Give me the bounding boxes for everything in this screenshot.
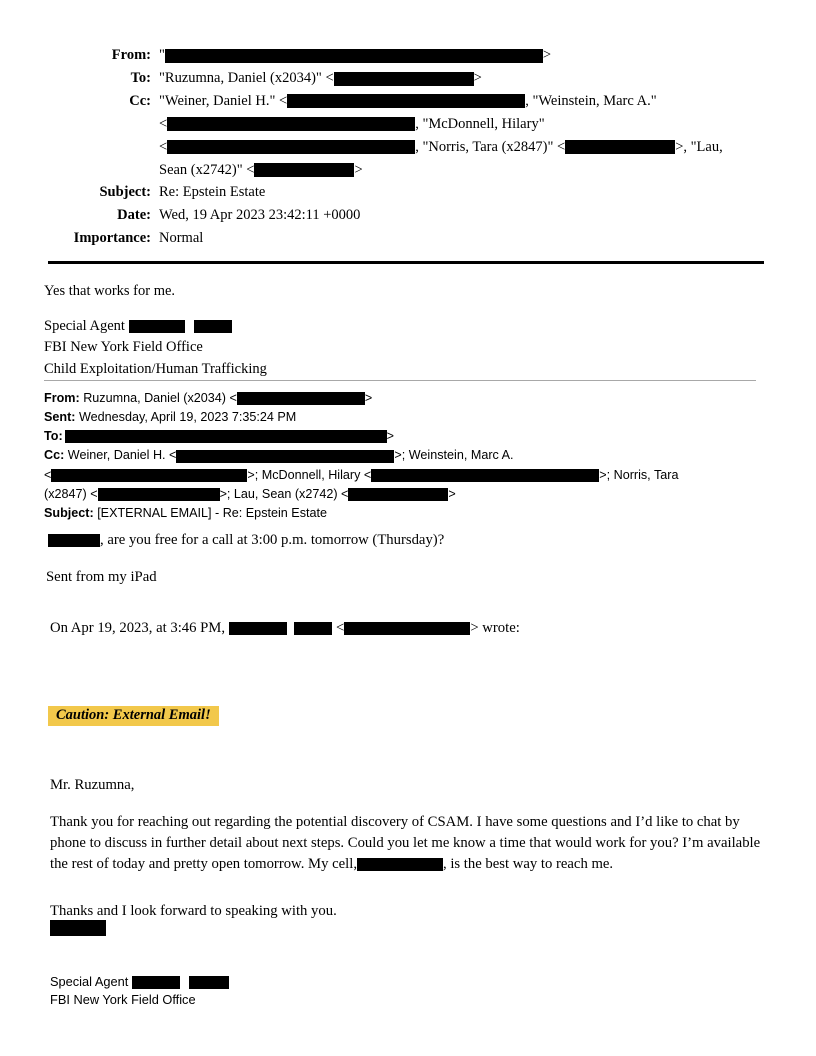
forwarded-cc-p4: >; McDonnell, Hilary <	[247, 467, 372, 482]
message2-on-date-line	[50, 620, 520, 637]
header-label-importance: Importance:	[73, 230, 151, 247]
forwarded-cc-row	[44, 446, 758, 503]
signature2-line-2: FBI New York Field Office	[50, 992, 196, 1008]
redaction-box	[194, 320, 232, 333]
forwarded-subject-row	[44, 504, 758, 523]
header-row-importance	[48, 227, 772, 250]
cc-tail-1: , "Weinstein, Marc A."	[525, 92, 657, 109]
redaction-box	[189, 976, 229, 989]
message2-question-text: , are you free for a call at 3:00 p.m. tomorrow (Thursday)?	[100, 532, 445, 548]
email-header	[48, 44, 772, 250]
from-bracket-close: >	[542, 47, 552, 63]
redaction-box	[334, 72, 474, 86]
redaction-box	[229, 622, 287, 635]
on-date-tail: > wrote:	[470, 620, 520, 636]
header-label-from: From:	[111, 47, 151, 63]
redaction-box	[565, 140, 675, 154]
forwarded-cc-p6: (x2847) <	[44, 486, 98, 501]
signature2-line-1	[50, 973, 229, 991]
message3-para1-b: , is the best way to	[443, 855, 553, 872]
redaction-box	[165, 49, 543, 63]
forwarded-label-subject: Subject:	[44, 505, 94, 520]
message3-para1-a: Thank you for reaching out regarding the potential discovery of CSAM. I have some questions and I’d like to chat by phone to discuss in further detail about next steps. Could you let me know a time that would work for you? I’m available the rest of today and pretty open tomorrow. My cell,	[50, 814, 761, 872]
redaction-box	[371, 469, 599, 482]
forwarded-cc-p7: >; Lau, Sean (x2742) <	[219, 486, 349, 501]
message3-para1-c: reach me.	[556, 855, 614, 872]
header-label-to: To:	[130, 69, 151, 86]
cc-lead-4: Sean (x2742)" <	[159, 161, 255, 178]
header-value-to	[159, 67, 772, 90]
header-label-subject: Subject:	[99, 184, 151, 201]
redaction-box	[48, 534, 100, 547]
cc-bracket-3: <	[159, 138, 168, 155]
message2-sent-from: Sent from my iPad	[46, 569, 157, 585]
cc-tail-3: >, "Lau,	[675, 138, 723, 155]
header-row-subject	[48, 181, 772, 204]
redaction-box	[129, 320, 185, 333]
header-row-date	[48, 204, 772, 227]
signature-line-1	[44, 316, 267, 337]
header-label-date: Date:	[117, 207, 151, 224]
message2-question	[48, 532, 444, 549]
forwarded-cc-p8: >	[448, 486, 456, 501]
caution-text: Caution: External Email!	[56, 707, 211, 723]
header-row-cc	[48, 90, 772, 182]
signature-line-3: Child Exploitation/Human Trafficking	[44, 360, 267, 377]
cc-name-1: "Weiner, Daniel H." <	[159, 92, 288, 109]
redaction-box	[98, 488, 220, 501]
cc-mid-3: , "Norris, Tara (x2847)" <	[415, 138, 566, 155]
forwarded-cc-p1: Weiner, Daniel H. <	[67, 448, 177, 463]
redaction-box	[237, 392, 365, 405]
forwarded-cc-p5: >; Norris, Tara	[599, 467, 679, 482]
on-date-bracket: <	[336, 620, 345, 636]
forwarded-cc-p3: <	[44, 467, 52, 482]
forwarded-divider	[44, 380, 756, 381]
header-value-date: Wed, 19 Apr 2023 23:42:11 +0000	[159, 207, 361, 224]
cc-tail-4: >	[354, 161, 363, 178]
reply-text: Yes that works for me.	[44, 283, 176, 299]
from-quote: "	[159, 47, 165, 63]
forwarded-subject-value: [EXTERNAL EMAIL] - Re: Epstein Estate	[97, 505, 327, 520]
header-value-from	[159, 44, 772, 67]
redaction-box	[344, 622, 470, 635]
forwarded-label-cc: Cc:	[44, 448, 65, 463]
redaction-box	[294, 622, 332, 635]
forwarded-sent-value: Wednesday, April 19, 2023 7:35:24 PM	[78, 410, 297, 425]
message3-salutation: Mr. Ruzumna,	[50, 777, 135, 793]
redaction-box	[254, 163, 354, 177]
forwarded-sent-row	[44, 408, 758, 427]
redaction-box	[65, 430, 387, 443]
signature-line-2: FBI New York Field Office	[44, 339, 203, 356]
header-value-importance: Normal	[159, 230, 204, 247]
forwarded-label-sent: Sent:	[44, 410, 76, 425]
caution-banner	[48, 706, 219, 726]
forwarded-cc-p2: >; Weinstein, Marc A.	[394, 448, 514, 463]
signature2-title: Special Agent	[50, 974, 129, 989]
redaction-box	[167, 117, 415, 131]
message3-closing-redaction	[50, 919, 106, 937]
redaction-box	[348, 488, 448, 501]
on-date-prefix: On Apr 19, 2023, at 3:46 PM,	[50, 620, 226, 636]
to-name: "Ruzumna, Daniel (x2034)" <	[159, 69, 334, 86]
header-value-cc	[159, 90, 772, 182]
redaction-box	[132, 976, 180, 989]
redaction-box	[51, 469, 247, 482]
forwarded-label-to: To:	[44, 429, 63, 444]
message3-paragraph-2: Thanks and I look forward to speaking with you.	[50, 903, 337, 919]
forwarded-to-suffix: >	[386, 429, 395, 444]
forwarded-from-row	[44, 389, 758, 408]
redaction-box	[357, 858, 443, 871]
cc-mid-2: , "McDonnell, Hilary"	[415, 115, 545, 132]
message3-signature	[50, 973, 229, 1009]
header-value-subject: Re: Epstein Estate	[159, 184, 266, 201]
forwarded-label-from: From:	[44, 391, 80, 405]
header-label-cc: Cc:	[129, 92, 151, 109]
forwarded-from-value: Ruzumna, Daniel (x2034) <	[83, 391, 237, 405]
cc-bracket-2: <	[159, 115, 168, 132]
reply-signature	[44, 316, 267, 380]
to-bracket-close: >	[473, 69, 482, 86]
redaction-box	[287, 94, 525, 108]
message3-paragraph-1	[50, 812, 762, 875]
redaction-box	[176, 450, 394, 463]
forwarded-from-suffix: >	[364, 391, 373, 405]
signature-title: Special Agent	[44, 318, 125, 334]
header-row-to	[48, 67, 772, 90]
header-divider	[48, 261, 764, 264]
redaction-box	[167, 140, 415, 154]
forwarded-to-row	[44, 427, 758, 446]
forwarded-header	[44, 389, 758, 523]
redaction-box	[50, 920, 106, 936]
header-row-from	[48, 44, 772, 67]
